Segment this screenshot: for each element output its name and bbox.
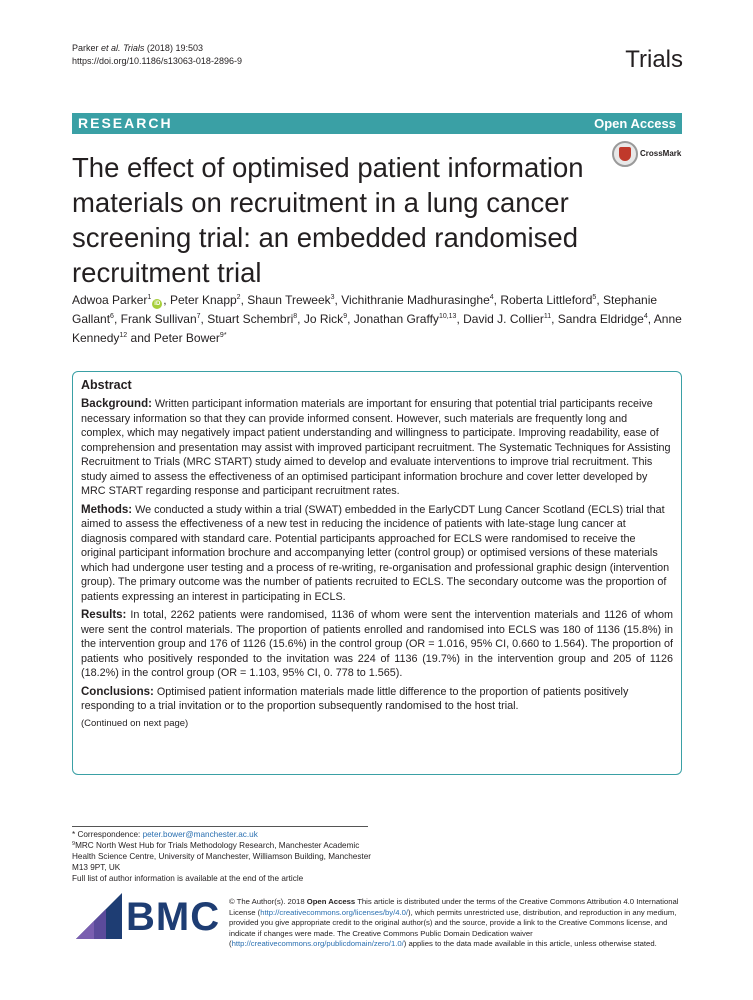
author-name: Anne Kennedy	[72, 312, 682, 345]
citation-line	[72, 42, 242, 55]
copyright: © The Author(s). 2018	[229, 897, 305, 906]
full-author-info-note: Full list of author information is available at the end of the article	[72, 874, 304, 883]
author-affil: 4	[489, 294, 494, 301]
continued-note: (Continued on next page)	[81, 717, 189, 729]
article-title: The effect of optimised patient information materials on recruitment in a lung cancer screening trial: an embedded randomised recruitment trial	[72, 152, 584, 288]
author-affil: 7	[196, 313, 201, 320]
methods-label: Methods:	[81, 503, 133, 516]
license-link-cc0[interactable]: http://creativecommons.org/publicdomain/zero/1.0/	[231, 939, 404, 949]
conclusions-text: Optimised patient information materials made little difference to the proportion of patients positively responding to a trial invitation or to the proportion subsequently randomised to the host trial.	[81, 685, 629, 712]
author-affil: 9	[343, 313, 348, 320]
results-text: In total, 2262 patients were randomised, 1136 of whom were sent the intervention materials and 1126 of whom were sent the control materials. The proportion of patients enrolled and randomised into ECLS was 180 of 1136 (15.8%) in the intervention group and 176 of 1126 (15.6%) in the control group (OR = 1.016, 95% CI, 0.660 to 1.564). The proportion of patients who positively responded to the invitation was 224 of 1136 (19.7%) in the intervention group and 205 of 1126 (18.2%) in the control group (OR = 1.103, 95% CI, 0. 778 to 1.565).	[81, 609, 673, 679]
author-affil: 3	[330, 294, 335, 301]
author-affil: 5	[592, 294, 597, 301]
citation-journal: Trials	[123, 43, 145, 53]
open-access-label: Open Access	[594, 116, 676, 131]
abstract-methods	[81, 503, 673, 605]
correspondence	[72, 829, 372, 840]
conclusions-label: Conclusions:	[81, 685, 154, 698]
author-name: David J. Collier	[463, 312, 544, 326]
abstract-heading: Abstract	[81, 378, 132, 392]
journal-name: Trials	[625, 46, 683, 73]
affiliation-text: MRC North West Hub for Trials Methodology Research, Manchester Academic Health Science Centre, University of Manchester, Williamson Building, Manchester M13 9PT, UK	[72, 841, 371, 872]
author-name: Frank Sullivan	[120, 312, 197, 326]
license-notice	[229, 897, 685, 950]
author-name: Stephanie Gallant	[72, 293, 658, 326]
crossmark-icon	[612, 141, 638, 167]
author-affil: 1	[147, 294, 152, 301]
author-affil: 4	[643, 313, 648, 320]
bmc-logo-text: BMC	[126, 895, 221, 939]
correspondence-label: * Correspondence:	[72, 830, 141, 839]
correspondence-email[interactable]: peter.bower@manchester.ac.uk	[142, 830, 258, 839]
abstract-results	[81, 608, 673, 681]
author-name: Sandra Eldridge	[557, 312, 644, 326]
author-affil: 2	[236, 294, 241, 301]
license-open-access: Open Access	[306, 897, 356, 906]
author-affil: 10,13	[438, 313, 457, 320]
affiliation	[72, 840, 372, 873]
affiliation-sup: 9	[72, 841, 76, 847]
author-name: Vichithranie Madhurasinghe	[341, 293, 490, 307]
author-list: Adwoa Parker$^1$iD , Peter Knapp$^2$, Shaun Treweek$^3$, Vichithranie Madhurasinghe$^4$, Roberta Littleford$^5$, Stephanie Gallant$^6$, Frank Sullivan$^7$, Stuart Schembri$^8$, Jo Rick$^9$, Jonathan Graffy$^{10,13}$, David J. Collier$^{11}$, Sandra Eldridge$^4$, Anne Kennedy$^{12}$ and Peter Bower$^{9*}$	[72, 293, 682, 345]
bmc-logo	[76, 893, 221, 941]
license-text-3: ) applies to the data made available in this article, unless otherwise stated.	[403, 939, 657, 949]
bmc-logo-icon	[76, 893, 122, 939]
author-name: Stuart Schembri	[207, 312, 294, 326]
author-affil: 11	[543, 313, 552, 320]
license-link-cc-by[interactable]: http://creativecommons.org/licenses/by/4.0/	[260, 907, 409, 917]
background-text: Written participant information materials are important for ensuring that potential trial participants receive necessary information so that they can provide informed consent. However, such materials are frequently long and complex, which may negatively impact patient understanding and willingness to participate. Improving readability, ease of comprehension and presentation may assist with improved participant recruitment. The Systematic Techniques for Assisting Recruitment to Trials (MRC START) study aimed to develop and evaluate interventions to improve trial recruitment. This study aimed to assess the effectiveness of an optimised participant information brochure and cover letter developed by MRC START regarding response and participant recruitment rates.	[81, 398, 671, 497]
crossmark-badge[interactable]	[612, 141, 682, 169]
citation-author: Parker	[72, 43, 99, 53]
citation-volume: (2018) 19:503	[146, 43, 203, 53]
license-text-1: This article is distributed under the terms of the Creative Commons Attribution 4.0 International License (	[229, 897, 679, 917]
citation-header	[72, 42, 242, 68]
abstract-conclusions	[81, 685, 673, 714]
author-name: Peter Bower	[153, 331, 220, 345]
results-label: Results:	[81, 609, 127, 621]
abstract-background	[81, 397, 673, 499]
orcid-icon[interactable]: iD	[154, 301, 161, 307]
author-affil: 8	[293, 313, 298, 320]
article-type-banner	[72, 113, 682, 134]
author-affil: 6	[110, 313, 114, 320]
author-name: Shaun Treweek	[247, 293, 331, 307]
author-affil: 12	[119, 332, 128, 339]
license-text-2: ), which permits unrestricted use, distribution, and reproduction in any medium, provided you give appropriate credit to the original author(s) and the source, provide a link to the Creative Commons license, and indicate if changes were made. The Creative Commons Public Domain Dedication waiver (	[229, 907, 677, 949]
author-name: Jonathan Graffy	[353, 312, 439, 326]
author-name: Adwoa Parker	[72, 293, 148, 307]
methods-text: We conducted a study within a trial (SWAT) embedded in the EarlyCDT Lung Cancer Scotland (ECLS) trial that aimed to assess the effectiveness of a new test in reducing the incidence of patients with late-stage lung cancer at diagnosis compared with standard care. Potential participants approached for ECLS were randomised to receive the original participant information brochure and accompanying letter (control group) or optimised versions of these materials which had undergone user testing and a process of re-writing, re-organisation and professional graphic design (intervention group). The primary outcome was the number of patients recruited to ECLS. The secondary outcome was the proportion of patients expressing an interest in participating in ECLS.	[81, 503, 670, 603]
citation-etal: et al.	[101, 43, 121, 53]
background-label: Background:	[81, 398, 152, 410]
author-name: Roberta Littleford	[500, 293, 593, 307]
footnotes	[72, 829, 372, 884]
author-name: Peter Knapp	[169, 293, 237, 307]
footnote-divider	[72, 826, 368, 827]
authors-and: and	[130, 331, 151, 345]
abstract-box	[72, 371, 682, 775]
crossmark-label: CrossMark	[640, 149, 682, 158]
doi-link[interactable]: https://doi.org/10.1186/s13063-018-2896-9	[72, 56, 242, 66]
author-affil: 9*	[219, 332, 227, 339]
author-name: Jo Rick	[303, 312, 344, 326]
article-type-label: RESEARCH	[78, 115, 173, 131]
